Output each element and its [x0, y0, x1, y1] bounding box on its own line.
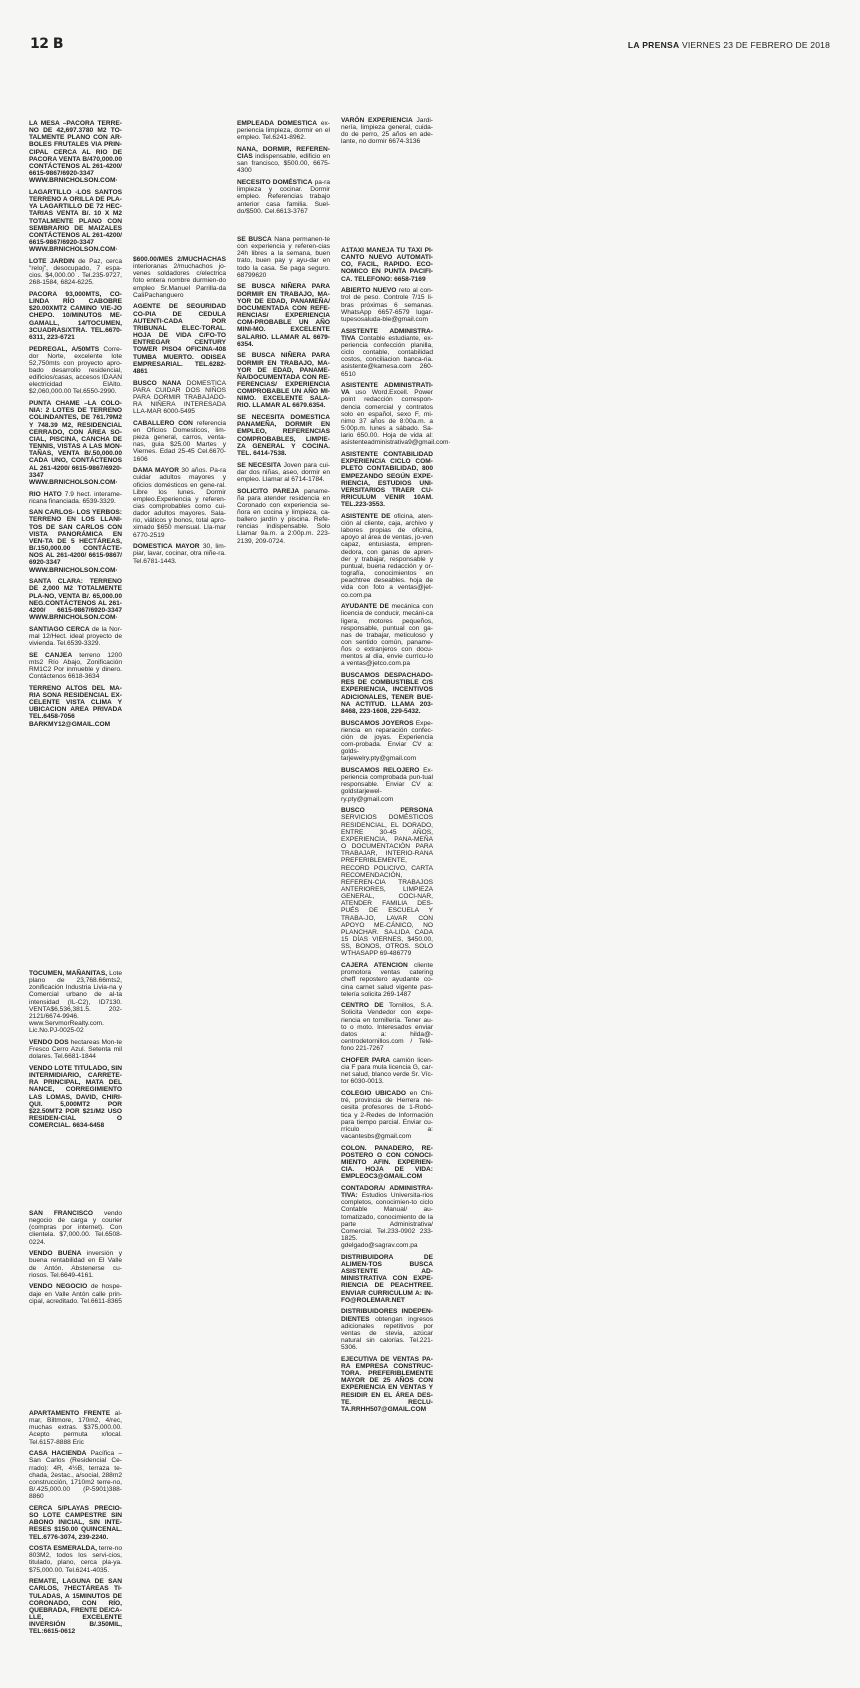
classified-ad: [29, 400, 122, 486]
ad-lead: COSTA ESMERALDA,: [29, 1545, 97, 1553]
ad-body: al-mar, Biltmore, 170m2, 4/rec, muchas extras. $375,000.00. Acepto permuta x/local. Tel.6157-8888 Eric: [29, 1410, 122, 1446]
classified-ad: [29, 626, 122, 647]
classified-group: [341, 117, 433, 150]
ad-body: Tornillos, S.A. Solicita Vendedor con expe-riencia en tornillería. Tener au-to o moto. Interesados enviar datos a: hilda@-centrodetornillos.com / Telé-fono 221-7267: [341, 1002, 433, 1053]
ad-lead: EJECUTIVA DE VENTAS PA-RA EMPRESA CONSTRUC-TORA. PREFERIBLEMENTE MAYOR DE 25 AÑOS CON EXPERIENCIA EN VENTAS Y RESIDIR EN EL ÁREA DES-TE. RECLU-TA.RRHH507@GMAIL.COM: [341, 1355, 433, 1413]
ad-lead: AYUDANTE DE: [341, 603, 389, 611]
ad-lead: CABALLERO CON: [133, 419, 193, 427]
classified-group: [133, 256, 226, 569]
ad-lead: BUSCAMOS DESPACHADO-RES DE COMBUSTIBLE C/S EXPERIENCIA, INCENTIVOS ADICIONALES, TENER BUE-NA ACTITUD. LLAMA 203-8468, 223-1608, 229-5432.: [341, 672, 433, 715]
ad-body: de la Nor-mal 12/Hect. ideal proyecto de vivienda. Tel.6539-3329.: [29, 625, 122, 647]
classified-ad: [29, 346, 122, 396]
ad-lead: BUSCO PERSONA: [341, 807, 433, 815]
masthead: [628, 40, 830, 50]
ad-lead: ASISTENTE ADMINISTRA-TIVA: [341, 327, 433, 342]
ad-lead: LA MESA –PACORA TERRE-NO DE 42,697.3780 M2 TO-TALMENTE PLANO CON AR-BOLES FRUTALES VIA PRIN-CIPAL CERCA AL RIO DE PACORA VENTA B/470,000.00 CONTÁCTENOS AL 261-4200/ 6615-9867/6920-3347 WWW.BRNICHOLSON.COM·: [29, 120, 122, 185]
classified-group: [29, 1210, 122, 1309]
ad-lead: LAGARTILLO -LOS SANTOS TERRENO A ORILLA DE PLA-YA LAGARTILLO DE 72 HEC-TARIAS VENTA B/. 10 X M2 TOTALMENTE PLANO CON SEMBRARIO DE MAIZALES CONTÁCTENOS AL 261-4200/ 6615-9867/6920-3347 WWW.BRNICHOLSON.COM·: [29, 188, 122, 254]
ad-body: Corre-dor Norte, excelente lote 52,750mts con proyecto apro-bado desarrollo residencial, edificios/casas, accesos IDAAN electricidad ElAlto. $2,060,000.00 Tel.6550-2990.: [29, 345, 123, 396]
ad-lead: CONTADORA/ ADMINISTRA-TIVA:: [341, 1184, 433, 1200]
ad-lead: PUNTA CHAME –LA COLO-NIA: 2 LOTES DE TERRENO COLINDANTES, DE 761.79M2 Y 748.39 M2, RESIDENCIAL CERRADO, CON ÁREA SO-CIAL, PISCINA, CANCHA DE TENNIS, VISTAS A LAS MON-TAÑAS, VENTA B/.50,000.00 CADA UNO, CONTÁCTENOS AL 261-4200/ 6615-9867/6920-3347 WWW.BRNICHOLSON.COM·: [29, 400, 122, 486]
classified-ad: [29, 1545, 122, 1574]
classified-ad: [341, 328, 433, 378]
newspaper-name: LA PRENSA: [627, 40, 680, 50]
classified-ad: [29, 120, 122, 184]
ad-lead: CAJERA ATENCION: [341, 962, 408, 970]
ad-body: de hospe-daje en Valle Antón calle prin-cipal, acreditado. Tel.6611-8365: [29, 1283, 122, 1305]
ad-body: Nana permanen-te con experiencia y referen-cias 24h libres a la semana, buen trato, buen pay y ayu-dar en todo la casa. Se paga seguro. 68799620: [237, 236, 330, 279]
classified-ad: [29, 970, 122, 1034]
ad-lead: SOLICITO PAREJA: [237, 487, 300, 495]
classified-ad: [29, 291, 122, 341]
ad-body: obtengan ingresos adicionales repetitivos por ventas de stevia, azúcar natural sin calorías. Tel.221-5306.: [341, 1315, 433, 1352]
classified-ad: [341, 1002, 433, 1052]
ad-lead: APARTAMENTO FRENTE: [29, 1410, 111, 1417]
classified-ad: [341, 117, 433, 146]
ad-body: pa-ra limpieza y cocinar. Dormir empleo. Referencias trabajo anterior casa familia. Suel-do/$500. Cel.6613-3767: [237, 179, 330, 215]
ad-lead: SANTA CLARA: TERRENO DE 2,000 M2 TOTALMENTE PLA-NO, VENTA B/. 65,000.00 NEG.CONTÁCTENOS AL 261-4200/ 6615-9867/6920-3347 WWW.BRNICHOLSON.COM·: [29, 578, 122, 621]
ad-lead: REMATE, LAGUNA DE SAN CARLOS, 7HECTÁREAS TI-TULADAS, A 15MINUTOS DE CORONADO, CON RÍO, QUEBRADA, FRENTE DE/CA-LLE, EXCELENTE INVERSIÓN B/.350MIL, TEL:6615-0612: [29, 1578, 122, 1636]
classified-group: [237, 236, 330, 549]
ad-lead: VENDO LOTE TITULADO, SIN INTERMIDIARIO, CARRETE-RA PRINCIPAL, MATA DEL NANCE, CORREGIMIENTO LAS LOMAS, DAVID, CHIRI-QUI. 5,000MT2 POR $22.50MT2 POR $21/M2 USO RESIDEN-CIAL O COMERCIAL. 6634-6458: [29, 1064, 122, 1130]
classified-group: [29, 1410, 122, 1640]
classified-ad: [341, 767, 433, 803]
classified-ad: [341, 1308, 433, 1351]
classified-ad: [29, 1250, 122, 1279]
page-number: 12 B: [30, 36, 64, 52]
ad-lead: VENDO NEGOCIO: [29, 1283, 88, 1291]
ad-body: SERVICIOS DOMÉSTICOS RESIDENCIAL, EL DORADO, ENTRE 30-45 AÑOS, EXPERIENCIA, PANA-MEÑA O DOCUMENTACIÓN PARA TRABAJAR, INTERIO-RANA PREFERIBLEMENTE, RECORD POLICIVO, CARTA RECOMENDACIÓN, REFEREN-CIA TRABAJOS ANTERIORES, LIMPIEZA GENERAL, COCI-NAR, ATENDER FAMILIA DES-PUÉS DE ESCUELA Y TRABA-JO, LAVAR CON APOYO ME-CÁNICO, NO PLANCHAR. SA-LIDA CADA 15 DÍAS VIERNES, $450.00, SS, BONOS, OTROS. SOLO WTHASAPP 69-486779: [341, 814, 433, 958]
ad-lead: CASA HACIENDA: [29, 1450, 87, 1458]
ad-body: hectareas Mon-te Fresco Cerro Azul. Setenta mil dolares. Tel.6681-1844: [29, 1038, 122, 1061]
ad-lead: COLEGIO UBICADO: [341, 1090, 406, 1098]
classified-ad: [29, 685, 122, 728]
classified-ad: [133, 256, 226, 299]
classified-ad: [341, 807, 433, 957]
ad-body: Expe-riencia en reparación confec-ción de joyas. Experiencia com-probada. Enviar CV a: golds-tarjewelry.pty@gmail.com: [341, 719, 433, 763]
ad-lead: CHOFER PARA: [341, 1056, 391, 1064]
classified-ad: [29, 491, 122, 505]
ad-body: mecánica con licencia de conducir, mecáni-ca ligera, motores pequeños, responsable, puntual con ga-nas de trabajar, meticuloso y con sentido común, paname-ños o extranjeros con docu-mentos al día, envie currícu-lo a ventas@jetco.com.pa: [341, 603, 433, 668]
ad-lead: ASISTENTE DE: [341, 512, 391, 520]
classified-group: [237, 120, 330, 219]
classified-ad: [341, 603, 433, 667]
ad-lead: TOCUMEN, MAÑANITAS,: [29, 970, 108, 977]
ad-body: 30, lim-piar, lavar, cocinar, otra niñe-ra. Tel.6781-1443.: [133, 543, 226, 565]
ad-body: Joven para cui-dar dos niñas, aseo, dormir en empleo. Llamar al 6714-1784.: [237, 461, 330, 483]
classified-ad: [133, 420, 226, 463]
ad-lead: SE CANJEA: [29, 651, 73, 659]
ad-lead: VENDO BUENA: [29, 1250, 82, 1258]
classified-ad: [237, 352, 330, 409]
classified-ad: [29, 1410, 122, 1446]
classified-ad: [237, 414, 330, 457]
ad-lead: PACORA 93,000MTS, CO-LINDA RÍO CABOBRE $20.00XMT2 CAMINO VIE-JO CHEPO. 10/MINUTOS ME-GAMALL, 14/TOCUMEN, 3CUADRAS/XTRA. TEL.6670-6311, 223-6721: [29, 290, 122, 341]
ad-lead: AGENTE DE SEGURIDAD CO-PIA DE CEDULA AUTENTI-CADA POR TRIBUNAL ELEC-TORAL. HOJA DE VIDA C/FO-TO ENTREGAR CENTURY TOWER PISO4 OFICINA-408 TUMBA MUERTO. ODISEA EMPRESARIAL. TEL.6282-4861: [133, 303, 226, 375]
ad-body: oficina, aten-ción al cliente, caja, archivo y labores propias de oficina, apoyo al área de ventas, jo-ven capaz, entusiasta, empren-dedora, con ganas de apren-der y trabajar, responsable y puntual, buena redacción y or-tografía, conocimientos en peachtree deseables. hoja de vida con foto a ventas@jet-co.com.pa: [341, 512, 434, 599]
classified-ad: [341, 451, 433, 508]
issue-date: VIERNES 23 DE FEBRERO DE 2018: [682, 40, 830, 50]
ad-lead: DAMA MAYOR: [133, 467, 179, 475]
classified-ad: [29, 1065, 122, 1129]
classified-ad: [29, 1039, 122, 1060]
classified-ad: [341, 1145, 433, 1181]
ad-body: interioranas 2/muchachos jo-venes soldadores c/electrica foto entera nombre durmien-do empleo Sr.Manuel Parrilla-da CaliPachanguero: [133, 263, 226, 299]
classified-ad: [341, 247, 433, 283]
classified-ad: [29, 1505, 122, 1541]
ad-lead: SE BUSCA: [237, 236, 272, 243]
classified-ad: [341, 1057, 433, 1086]
ad-body: inversión y buena rentabilidad en El Valle de Antón. Abstenerse cu-riosos. Tel.6649-4161.: [29, 1250, 122, 1279]
classified-ad: [29, 652, 122, 681]
classified-ad: [133, 380, 226, 416]
classified-ad: [29, 258, 122, 287]
ad-lead: NANA, DORMIR, REFEREN-CIAS: [237, 145, 330, 161]
ad-lead: DISTRIBUIDORA DE ALIMEN-TOS BUSCA ASISTENTE AD-MINISTRATIVA CON EXPE-RIENCIA DE PEACHTREE. ENVIAR CURRICULUM A: IN-FO@ROLEMAR.NET: [341, 1253, 433, 1304]
classified-ad: [341, 962, 433, 998]
ad-body: terre-no 803M2, todos los servi-cios, titulado, plano, cerca pla-ya. $75,000.00. Tel.6241-4035.: [29, 1545, 122, 1574]
ad-lead: SAN FRANCISCO: [29, 1210, 94, 1217]
ad-body: Estudios Universita-rios completos, conocimien-to ciclo Contable Manual/ au-tomatizado, conocimiento de la parte Administrativa/ Comercial. Tel.233-0902 233-1825. gdelgado@sagrav.com.pa: [341, 1192, 433, 1250]
ad-body: terreno 1200 mts2 Río Abajo, Zonificación RM1C2 Por inmueble y dinero. Contáctenos 6618-3634: [29, 651, 122, 681]
ad-lead: VENDO DOS: [29, 1038, 69, 1046]
ad-body: en Chi-tré, provincia de Herrera ne-cesita profesores de 1-Robó-tica y 2-Redes de Información para tiempo parcial. Enviar cu-rrículo a: vacantesbs@gmail.com: [341, 1090, 433, 1140]
ad-lead: A1TAXI MANEJA TU TAXI PI-CANTO NUEVO AUTOMATI-CO, FACIL, RAPIDO. ECO-NOMICO EN PUNTA PACIFI-CA. TELEFONO: 6658-7169: [341, 247, 433, 283]
classified-ad: [133, 543, 226, 564]
ad-lead: BUSCAMOS JOYEROS: [341, 719, 414, 727]
ad-body: paname-ña para atender residencia en Coronado con experiencia se-ñora en cocina y limpieza, ca-ballero jardín y piscina. Refe-rencias indispensable. Solo Llamar 9a.m. a 2:00p.m. 223-2139, 209-0724.: [237, 487, 330, 545]
classified-ad: [29, 1283, 122, 1304]
ad-body: DOMESTICA PARA CUIDAR DOS NIÑOS PARA DORMIR TRABAJADO-RA NIÑERA INTERESADA LLA-MAR 6000-5495: [133, 379, 226, 416]
ad-lead: SE NECESITA: [237, 461, 282, 469]
ad-lead: SANTIAGO CERCA: [29, 625, 90, 633]
classified-ad: [237, 120, 330, 141]
classified-ad: [341, 672, 433, 715]
ad-lead: PEDREGAL, A/50MTS: [29, 345, 100, 353]
classified-ad: [341, 1254, 433, 1304]
ad-body: reto al con-trol de peso. Controle 7/15 li-bras próximas 6 semanas. WhatsApp 6657-6579 lugar-tupesosaluda-ble@gmail.com: [341, 287, 433, 323]
ad-body: Ex-periencia comprobada pun-tual responsable. Enviar CV a: goldstarjewel-ry.pty@gmail.com: [341, 766, 433, 803]
classified-ad: [237, 283, 330, 347]
ad-body: vendo negocio de carga y courier (compras por internet). Con clientela. $7,000.00. Tel.6508-0224.: [29, 1210, 122, 1246]
ad-lead: NECESITO DOMÉSTICA: [237, 179, 313, 187]
ad-body: Contable estudiante, ex-periencia confección planilla, ciclo contable, contabilidad costos, conciliacion banca-ria. asistente@kamesa.com 260-6510: [341, 334, 433, 378]
ad-body: 7.9 hect. interame-ricana financiada. 6539-3329.: [29, 490, 122, 505]
ad-body: Jardi-nería, limpieza general, cuida-do de perro, 25 años en ade-lante, no dormir 6674-3136: [341, 117, 433, 146]
classified-ad: [29, 189, 122, 253]
ad-body: referencia en Oficios Domesticos, lim-pieza general, carros, venta-nas, guia $25.00 Martes y Viernes. Edad 25-45 Cel.6670-1606: [133, 419, 226, 463]
ad-lead: ASISTENTE ADMINISTRATI-VA: [341, 382, 433, 397]
ad-lead: ASISTENTE CONTABILIDAD EXPERIENCIA CICLO COM-PLETO CONTABILIDAD, 800 EMPEZANDO SEGÚN EXPE-RIENCIA, ESTUDIOS UNI-VERSITARIOS TRAER CU-RRICULUM VENIR 10AM. TEL.223-3553.: [341, 451, 433, 509]
page-header: [30, 36, 830, 56]
classified-ad: [237, 179, 330, 215]
classified-group: [341, 247, 451, 1418]
ad-lead: BUSCO NANA: [133, 379, 182, 387]
ad-lead: EMPLEADA DOMESTICA: [237, 120, 318, 127]
ad-body: 30 años. Pa-ra cuidar adultos mayores y oficios domésticos en gene-ral. Libre los lunes. Dormir empleo.Experiencia y referen-cias comprobables como cui-dador adultos mayores. Sala-rio, viáticos y bonos, total apro-ximado $650 mensual. Lla-mar 6770-2519: [133, 467, 226, 539]
ad-lead: SE NECESITA DOMESTICA PANAMEÑA, DORMIR EN EMPLEO, REFERENCIAS COMPROBABLES, LIMPIE-ZA GENERAL Y COCINA. TEL. 6414-7538.: [237, 414, 330, 457]
ad-lead: COLON. PANADERO, RE-POSTERO O CON CONOCI-MIENTO AFIN. EXPERIEN-CIA. HOJA DE VIDA: EMPLEOC3@GMAIL.COM: [341, 1144, 433, 1181]
ad-body: de Paz, cerca "reloj", desocupado, 7 espa-cios. $4,000.00 . Tel.235-9727, 268-1584, 6824-6225.: [29, 257, 122, 287]
classified-ad: [29, 1450, 122, 1500]
ad-body: uso Word.Excell. Power point redacción correspon-dencia comercial y contratos solo en español, sexo F, mi-nimo 37 años de 8:00a.m. a 5:00p.m. lunes a sábado. Sa-lario 650.00. Hoja de vida al: asistenteadministrativa9@gmail.com·: [341, 389, 451, 447]
classified-ad: [237, 462, 330, 483]
ad-lead: DISTRIBUIDORES INDEPEN-DIENTES: [341, 1308, 433, 1323]
classified-ad: [237, 146, 330, 175]
ad-lead: $600.00/MES 2/MUCHACHAS: [133, 256, 226, 263]
classified-ad: [341, 287, 433, 323]
ad-body: cliente promotora ventas catering cheff repostero ayudante co-cina carnet salud vigente pas-telería solicita 269-1487: [341, 962, 433, 998]
classified-group: [29, 120, 122, 732]
classified-ad: [341, 513, 433, 599]
ad-lead: SAN CARLOS- LOS YERBOS: TERRENO EN LOS LLANI-TOS DE SAN CARLOS CON VISTA PANORÁMICA EN VEN-TA DE 5 HECTÁREAS, B/.150,000.00 CONTÁCTE-NOS AL 261-4200/ 6615-9867/ 6920-3347 WWW.BRNICHOLSON.COM·: [29, 509, 122, 574]
ad-body: indispensable, edificio en san francisco, $500.00, 6675-4300: [237, 153, 330, 175]
classified-ad: [341, 720, 433, 763]
classified-ad: [237, 488, 330, 545]
ad-body: Lote plano de 23,768.66mts2, zonificación Industria Livia-na y Comercial urbano de al-ta intensidad (IL-C2), ID7130. VENTA$6,536,381.5. 202-2121/6674-9946. www.ServmorRealty.com. Lic.No.PJ-0025-02: [29, 970, 123, 1035]
classified-ad: [29, 1578, 122, 1635]
classified-ad: [341, 1356, 433, 1413]
classified-ad: [133, 303, 226, 375]
ad-lead: TERRENO ALTOS DEL MA-RIA SONA RESIDENCIAL EX-CELENTE VISTA CLIMA Y UBICACION AREA PRIVADA TEL.6458-7056 BARKMY12@GMAIL.COM: [29, 684, 122, 728]
classified-group: [29, 970, 122, 1134]
ad-lead: CERCA 5/PLAYAS PRECIO-SO LOTE CAMPESTRE SIN ABONO INICIAL, SIN INTE-RESES $150.00 QUINCENAL. TEL.6776-3074, 239-2240.: [29, 1504, 122, 1541]
ad-lead: LOTE JARDIN: [29, 257, 75, 265]
classified-ad: [29, 578, 122, 621]
ad-body: Pacífica – San Carlos (Residencial Ce-rrado): 4R, 4½B, terraza te-chada, 2estac., a/social, 288m2 construcción, 1710m2 terre-no, B/.425,000.00 (P-5901)388-8860: [29, 1450, 122, 1501]
ad-lead: ABIERTO NUEVO: [341, 287, 397, 295]
ad-body: ex-periencia limpieza, dormir en el empleo. Tel.6241-8962.: [237, 120, 330, 142]
classified-ad: [341, 1185, 433, 1249]
classified-ad: [341, 1090, 433, 1140]
ad-lead: SE BUSCA NIÑERA PARA DORMIR EN TRABAJO, MA-YOR DE EDAD, PANAMEÑA/ DOCUMENTADA CON REFE-RENCIAS/ EXPERIENCIA COM-PROBABLE UN AÑO MINI-MO. EXCELENTE SALARIO. LLAMAR AL 6679-6354.: [237, 283, 330, 348]
ad-lead: SE BUSCA NIÑERA PARA DORMIR EN TRABAJO, MA-YOR DE EDAD, PANAME-ÑA/DOCUMENTADA CON RE-FERENCIAS/ EXPERIENCIA COMPROBABLE UN AÑO MI-NIMO. EXCELENTE SALA-RIO. LLAMAR AL 6679.6354.: [237, 352, 330, 410]
ad-body: camión licen-cia F para mula licencia G, car-net salud, blanco verde Sr. Víc-tor 6030-0013.: [341, 1056, 433, 1086]
classified-ad: [341, 382, 451, 447]
ad-lead: RIO HATO: [29, 490, 62, 498]
ad-lead: CENTRO DE: [341, 1002, 384, 1010]
classified-ad: [237, 236, 330, 279]
classified-ad: [133, 467, 226, 539]
ad-lead: BUSCAMOS RELOJERO: [341, 766, 420, 774]
classified-ad: [29, 1210, 122, 1246]
ad-lead: VARÓN EXPERIENCIA: [341, 117, 413, 124]
classified-ad: [29, 509, 122, 573]
ad-lead: DOMESTICA MAYOR: [133, 543, 200, 551]
